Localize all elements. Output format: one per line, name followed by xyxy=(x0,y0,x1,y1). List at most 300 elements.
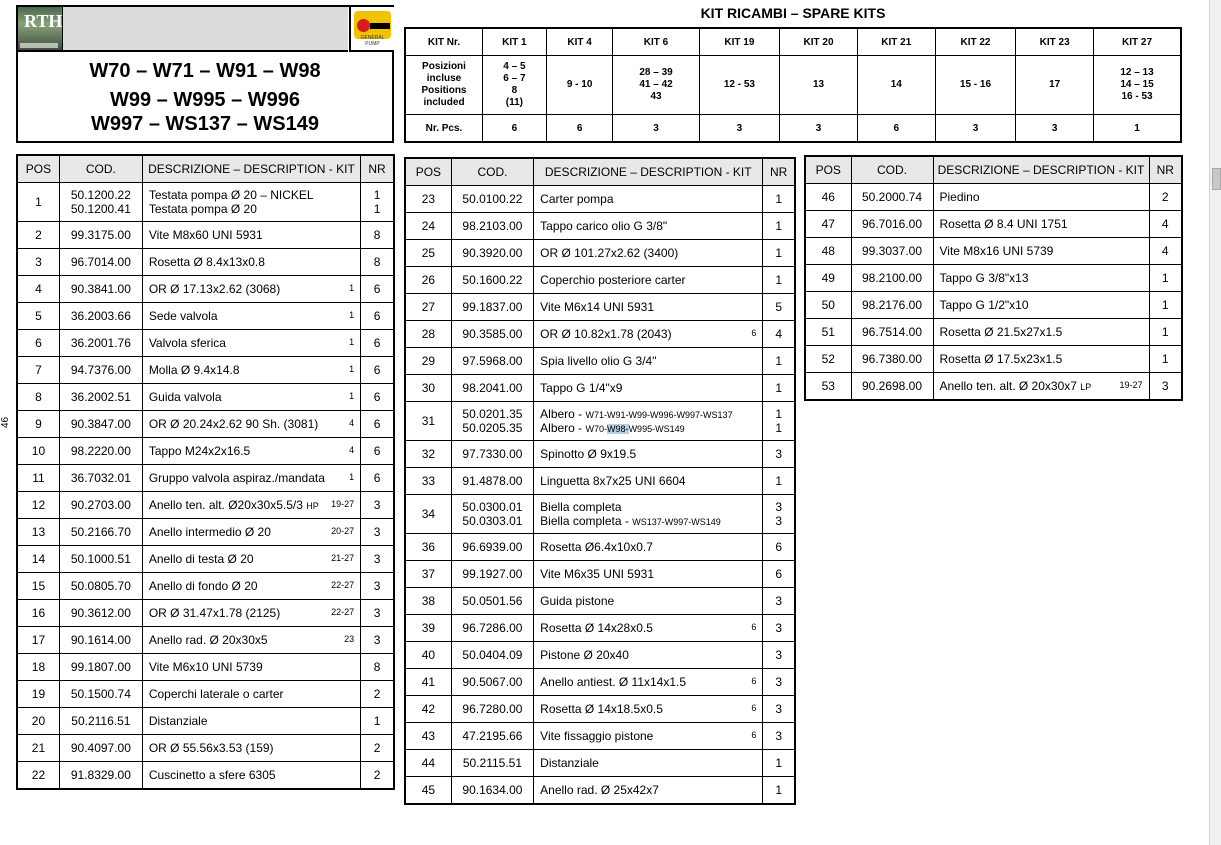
row-pos: 27 xyxy=(405,294,451,321)
row-quantity: 2 xyxy=(361,762,394,790)
row-quantity: 6 xyxy=(361,276,394,303)
pos-header: POS xyxy=(405,158,451,186)
row-description: OR Ø 20.24x2.62 90 Sh. (3081) 4 xyxy=(142,411,360,438)
kit-summary-table xyxy=(404,27,1182,143)
row-quantity: 1 xyxy=(763,777,795,805)
parts-table-1 xyxy=(16,154,395,790)
row-pos: 22 xyxy=(17,762,59,790)
row-quantity: 1 xyxy=(1149,346,1182,373)
title-banner xyxy=(63,7,348,52)
row-quantity: 6 xyxy=(361,303,394,330)
kit-name: KIT 6 xyxy=(613,28,699,56)
row-pos: 6 xyxy=(17,330,59,357)
kit-positions: 15 - 16 xyxy=(935,56,1016,115)
kit-name: KIT 1 xyxy=(483,28,547,56)
row-extra: LP xyxy=(1080,382,1092,392)
row-kit-ref: 1 xyxy=(349,391,355,401)
model-line-2: W99 – W995 – W996 xyxy=(109,89,301,111)
table-row xyxy=(17,708,394,735)
row-quantity: 2 xyxy=(1149,184,1182,211)
row-quantity: 4 xyxy=(1149,211,1182,238)
table-row xyxy=(17,330,394,357)
table-row xyxy=(405,375,795,402)
row-description: Distanziale xyxy=(534,750,763,777)
table-row xyxy=(17,411,394,438)
row-pos: 15 xyxy=(17,573,59,600)
row-pos: 53 xyxy=(805,373,851,401)
table-row xyxy=(405,213,795,240)
row-quantity: 1 xyxy=(763,375,795,402)
kit-positions: 12 - 53 xyxy=(699,56,780,115)
row-quantity: 3 xyxy=(361,492,394,519)
pos-header: POS xyxy=(17,155,59,183)
row-pos: 39 xyxy=(405,615,451,642)
table-header-row xyxy=(405,158,795,186)
row-code: 98.2100.00 xyxy=(851,265,933,292)
row-description: Guida valvola 1 xyxy=(142,384,360,411)
kit-name: KIT 19 xyxy=(699,28,780,56)
row-pos: 44 xyxy=(405,750,451,777)
row-code: 50.0805.70 xyxy=(59,573,142,600)
table-row xyxy=(405,441,795,468)
row-quantity: 1 xyxy=(763,213,795,240)
model-line-3: W997 – WS137 – WS149 xyxy=(91,113,319,135)
row-kit-ref: 6 xyxy=(751,676,757,686)
table-row xyxy=(805,292,1182,319)
kit-pcs: 3 xyxy=(613,115,699,143)
row-code: 90.4097.00 xyxy=(59,735,142,762)
row-kit-ref: 4 xyxy=(349,445,355,455)
row-description: Sede valvola 1 xyxy=(142,303,360,330)
kit-positions: 9 - 10 xyxy=(546,56,613,115)
row-pos: 1 xyxy=(17,183,59,222)
row-pos: 3 xyxy=(17,249,59,276)
row-code: 50.1500.74 xyxy=(59,681,142,708)
table-row xyxy=(405,468,795,495)
parts-table-2 xyxy=(404,157,796,805)
row-description: Tappo G 3/8"x13 xyxy=(933,265,1149,292)
row-description: Anello di fondo Ø 20 22-27 xyxy=(142,573,360,600)
row-kit-ref: 19-27 xyxy=(1119,380,1143,390)
row-quantity: 3 xyxy=(361,600,394,627)
row-pos: 9 xyxy=(17,411,59,438)
table-row xyxy=(17,546,394,573)
table-row xyxy=(405,669,795,696)
row-pos: 46 xyxy=(805,184,851,211)
table-row xyxy=(405,321,795,348)
pieces-label: Nr. Pcs. xyxy=(405,115,483,143)
row-code: 36.2002.51 xyxy=(59,384,142,411)
row-code: 90.3920.00 xyxy=(451,240,533,267)
model-line-1: W70 – W71 – W91 – W98 xyxy=(89,60,321,82)
row-description: Spinotto Ø 9x19.5 xyxy=(534,441,763,468)
kit-name: KIT 4 xyxy=(546,28,613,56)
row-description: Anello antiest. Ø 11x14x1.5 6 xyxy=(534,669,763,696)
row-description: Vite M8x60 UNI 5931 xyxy=(142,222,360,249)
kit-pcs: 3 xyxy=(1016,115,1094,143)
row-description: Anello intermedio Ø 20 20-27 xyxy=(142,519,360,546)
row-pos: 2 xyxy=(17,222,59,249)
row-quantity: 6 xyxy=(763,534,795,561)
kit-pcs: 6 xyxy=(857,115,935,143)
row-quantity: 1 xyxy=(1149,319,1182,346)
row-pos: 8 xyxy=(17,384,59,411)
row-description: Testata pompa Ø 20 – NICKEL Testata pompa Ø 20 xyxy=(142,183,360,222)
table-row xyxy=(805,373,1182,401)
table-row xyxy=(17,492,394,519)
row-description: Rosetta Ø 8.4x13x0.8 xyxy=(142,249,360,276)
row-code: 98.2041.00 xyxy=(451,375,533,402)
table-row xyxy=(17,222,394,249)
description-header: DESCRIZIONE – DESCRIPTION - KIT xyxy=(933,156,1149,184)
row-pos: 7 xyxy=(17,357,59,384)
row-quantity: 4 xyxy=(763,321,795,348)
row-kit-ref: 1 xyxy=(349,310,355,320)
kit-nr-label: KIT Nr. xyxy=(405,28,483,56)
pos-header: POS xyxy=(805,156,851,184)
row-description: Tappo M24x2x16.5 4 xyxy=(142,438,360,465)
row-kit-ref: 20-27 xyxy=(331,526,355,536)
table-row xyxy=(17,654,394,681)
row-pos: 50 xyxy=(805,292,851,319)
row-description: OR Ø 17.13x2.62 (3068) 1 xyxy=(142,276,360,303)
row-pos: 20 xyxy=(17,708,59,735)
row-kit-ref: 6 xyxy=(751,730,757,740)
row-code: 50.2166.70 xyxy=(59,519,142,546)
row-pos: 21 xyxy=(17,735,59,762)
row-code: 50.0201.35 50.0205.35 xyxy=(451,402,533,441)
row-description: Rosetta Ø 14x28x0.5 6 xyxy=(534,615,763,642)
row-pos: 36 xyxy=(405,534,451,561)
row-kit-ref: 1 xyxy=(349,364,355,374)
row-code: 91.4878.00 xyxy=(451,468,533,495)
row-kit-ref: 1 xyxy=(349,337,355,347)
row-pos: 23 xyxy=(405,186,451,213)
table-row xyxy=(405,642,795,669)
row-pos: 17 xyxy=(17,627,59,654)
row-pos: 5 xyxy=(17,303,59,330)
table-row xyxy=(405,267,795,294)
row-description: Coperchi laterale o carter xyxy=(142,681,360,708)
row-quantity: 1 xyxy=(763,750,795,777)
table-row xyxy=(405,294,795,321)
table-row xyxy=(17,249,394,276)
table-row xyxy=(805,265,1182,292)
cod-header: COD. xyxy=(451,158,533,186)
row-quantity: 3 xyxy=(763,723,795,750)
row-code: 91.8329.00 xyxy=(59,762,142,790)
kit-positions: 17 xyxy=(1016,56,1094,115)
cod-header: COD. xyxy=(59,155,142,183)
table-row xyxy=(17,438,394,465)
row-pos: 13 xyxy=(17,519,59,546)
row-code: 96.6939.00 xyxy=(451,534,533,561)
row-quantity: 1 xyxy=(763,186,795,213)
row-code: 50.0100.22 xyxy=(451,186,533,213)
scrollbar-thumb[interactable] xyxy=(1212,168,1221,190)
row-pos: 24 xyxy=(405,213,451,240)
table-row xyxy=(17,600,394,627)
row-quantity: 3 xyxy=(1149,373,1182,401)
row-pos: 4 xyxy=(17,276,59,303)
row-code: 36.7032.01 xyxy=(59,465,142,492)
row-description: Anello ten. alt. Ø20x30x5.5/3 HP 19-27 xyxy=(142,492,360,519)
row-pos: 10 xyxy=(17,438,59,465)
row-description: Linguetta 8x7x25 UNI 6604 xyxy=(534,468,763,495)
row-description: Rosetta Ø6.4x10x0.7 xyxy=(534,534,763,561)
row-code: 90.1614.00 xyxy=(59,627,142,654)
row-quantity: 1 xyxy=(763,267,795,294)
table-row xyxy=(405,723,795,750)
row-quantity: 3 xyxy=(763,441,795,468)
row-description: Coperchio posteriore carter xyxy=(534,267,763,294)
row-code: 50.0501.56 xyxy=(451,588,533,615)
row-description: Vite M6x35 UNI 5931 xyxy=(534,561,763,588)
row-description: Rosetta Ø 21.5x27x1.5 xyxy=(933,319,1149,346)
row-description: Valvola sferica 1 xyxy=(142,330,360,357)
table-row xyxy=(17,573,394,600)
kit-positions: 28 – 39 41 – 42 43 xyxy=(613,56,699,115)
row-pos: 48 xyxy=(805,238,851,265)
row-description: OR Ø 101.27x2.62 (3400) xyxy=(534,240,763,267)
table-row xyxy=(405,696,795,723)
description-header: DESCRIZIONE – DESCRIPTION - KIT xyxy=(142,155,360,183)
row-code: 96.7286.00 xyxy=(451,615,533,642)
table-row xyxy=(405,402,795,441)
row-code: 36.2001.76 xyxy=(59,330,142,357)
row-description: Carter pompa xyxy=(534,186,763,213)
row-description: Cuscinetto a sfere 6305 xyxy=(142,762,360,790)
row-pos: 47 xyxy=(805,211,851,238)
row-code: 50.2116.51 xyxy=(59,708,142,735)
row-description: Rosetta Ø 8.4 UNI 1751 xyxy=(933,211,1149,238)
row-pos: 28 xyxy=(405,321,451,348)
row-quantity: 6 xyxy=(361,384,394,411)
row-quantity: 3 xyxy=(763,696,795,723)
row-pos: 18 xyxy=(17,654,59,681)
row-description: Anello di testa Ø 20 21-27 xyxy=(142,546,360,573)
row-pos: 38 xyxy=(405,588,451,615)
row-code: 90.3847.00 xyxy=(59,411,142,438)
row-quantity: 5 xyxy=(763,294,795,321)
row-pos: 42 xyxy=(405,696,451,723)
row-code: 90.5067.00 xyxy=(451,669,533,696)
row-quantity: 1 xyxy=(763,468,795,495)
kit-name: KIT 21 xyxy=(857,28,935,56)
row-code: 50.0404.09 xyxy=(451,642,533,669)
row-code: 97.7330.00 xyxy=(451,441,533,468)
kit-pcs: 3 xyxy=(935,115,1016,143)
row-kit-ref: 1 xyxy=(349,472,355,482)
row-pos: 25 xyxy=(405,240,451,267)
row-description: Tappo carico olio G 3/8" xyxy=(534,213,763,240)
row-code: 47.2195.66 xyxy=(451,723,533,750)
parts-table-3 xyxy=(804,155,1183,401)
row-quantity: 3 xyxy=(361,519,394,546)
row-description: Anello ten. alt. Ø 20x30x7 LP 19-27 xyxy=(933,373,1149,401)
row-quantity: 3 xyxy=(763,615,795,642)
row-code: 50.1600.22 xyxy=(451,267,533,294)
kit-positions: 13 xyxy=(780,56,858,115)
table-row xyxy=(805,346,1182,373)
row-quantity: 6 xyxy=(361,438,394,465)
kit-positions-row xyxy=(405,56,1181,115)
table-row xyxy=(405,495,795,534)
row-pos: 11 xyxy=(17,465,59,492)
row-kit-ref: 1 xyxy=(349,283,355,293)
table-row xyxy=(405,588,795,615)
table-row xyxy=(17,183,394,222)
row-quantity: 6 xyxy=(361,357,394,384)
general-pump-logo xyxy=(349,7,394,52)
kit-pcs: 6 xyxy=(483,115,547,143)
row-pos: 12 xyxy=(17,492,59,519)
table-row xyxy=(405,240,795,267)
row-quantity: 6 xyxy=(361,411,394,438)
row-description: Vite fissaggio pistone 6 xyxy=(534,723,763,750)
kit-name: KIT 23 xyxy=(1016,28,1094,56)
row-quantity: 3 xyxy=(763,669,795,696)
row-description: Tappo G 1/2"x10 xyxy=(933,292,1149,319)
kit-pieces-row xyxy=(405,115,1181,143)
row-pos: 34 xyxy=(405,495,451,534)
row-description: Guida pistone xyxy=(534,588,763,615)
row-quantity: 4 xyxy=(1149,238,1182,265)
row-code: 99.1927.00 xyxy=(451,561,533,588)
row-extra: HP xyxy=(306,501,319,511)
row-pos: 37 xyxy=(405,561,451,588)
row-code: 90.2703.00 xyxy=(59,492,142,519)
row-pos: 16 xyxy=(17,600,59,627)
row-description: Piedino xyxy=(933,184,1149,211)
row-pos: 26 xyxy=(405,267,451,294)
row-code: 97.5968.00 xyxy=(451,348,533,375)
row-description: Pistone Ø 20x40 xyxy=(534,642,763,669)
row-pos: 49 xyxy=(805,265,851,292)
nr-header: NR xyxy=(361,155,394,183)
vertical-scrollbar[interactable] xyxy=(1209,0,1221,845)
row-quantity: 6 xyxy=(361,330,394,357)
row-kit-ref: 21-27 xyxy=(331,553,355,563)
row-quantity: 3 xyxy=(763,642,795,669)
row-pos: 43 xyxy=(405,723,451,750)
kit-section-title: KIT RICAMBI – SPARE KITS xyxy=(700,5,886,21)
table-row xyxy=(17,762,394,790)
table-row xyxy=(405,534,795,561)
table-row xyxy=(17,681,394,708)
table-row xyxy=(17,735,394,762)
row-description: OR Ø 31.47x1.78 (2125) 22-27 xyxy=(142,600,360,627)
company-logo-left xyxy=(18,7,64,52)
row-quantity: 8 xyxy=(361,222,394,249)
table-row xyxy=(17,465,394,492)
row-code: 96.7380.00 xyxy=(851,346,933,373)
row-pos: 52 xyxy=(805,346,851,373)
row-quantity: 8 xyxy=(361,249,394,276)
row-code: 50.1200.22 50.1200.41 xyxy=(59,183,142,222)
table-row xyxy=(17,519,394,546)
table-row xyxy=(405,777,795,805)
row-pos: 41 xyxy=(405,669,451,696)
row-pos: 30 xyxy=(405,375,451,402)
positions-label: Posizioni incluse Positions included xyxy=(405,56,483,115)
row-code: 50.1000.51 xyxy=(59,546,142,573)
table-row xyxy=(17,357,394,384)
kit-pcs: 1 xyxy=(1094,115,1181,143)
table-header-row xyxy=(17,155,394,183)
nr-header: NR xyxy=(763,158,795,186)
kit-positions: 14 xyxy=(857,56,935,115)
row-description: Vite M6x14 UNI 5931 xyxy=(534,294,763,321)
row-pos: 29 xyxy=(405,348,451,375)
row-quantity: 6 xyxy=(763,561,795,588)
row-description: Distanziale xyxy=(142,708,360,735)
row-description: Spia livello olio G 3/4" xyxy=(534,348,763,375)
row-kit-ref: 6 xyxy=(751,328,757,338)
row-pos: 14 xyxy=(17,546,59,573)
table-row xyxy=(805,319,1182,346)
row-pos: 45 xyxy=(405,777,451,805)
row-kit-ref: 23 xyxy=(344,634,355,644)
row-kit-ref: 6 xyxy=(751,622,757,632)
row-pos: 31 xyxy=(405,402,451,441)
row-description: Albero - W71-W91-W99-W996-W997-WS137 Albero - W70-W98-W995-WS149 xyxy=(534,402,763,441)
table-row xyxy=(805,238,1182,265)
row-description: Tappo G 1/4"x9 xyxy=(534,375,763,402)
row-description: Gruppo valvola aspiraz./mandata 1 xyxy=(142,465,360,492)
row-code: 98.2176.00 xyxy=(851,292,933,319)
row-quantity: 1 xyxy=(1149,292,1182,319)
row-quantity: 3 3 xyxy=(763,495,795,534)
row-code: 90.3612.00 xyxy=(59,600,142,627)
row-description: OR Ø 55.56x3.53 (159) xyxy=(142,735,360,762)
cod-header: COD. xyxy=(851,156,933,184)
row-quantity: 8 xyxy=(361,654,394,681)
row-quantity: 1 xyxy=(1149,265,1182,292)
kit-pcs: 3 xyxy=(699,115,780,143)
row-code: 94.7376.00 xyxy=(59,357,142,384)
table-row xyxy=(17,276,394,303)
row-code: 96.7514.00 xyxy=(851,319,933,346)
table-header-row xyxy=(805,156,1182,184)
row-description: Biella completa Biella completa - WS137-W997-WS149 xyxy=(534,495,763,534)
row-pos: 51 xyxy=(805,319,851,346)
kit-name: KIT 20 xyxy=(780,28,858,56)
row-code: 36.2003.66 xyxy=(59,303,142,330)
row-description: Molla Ø 9.4x14.8 1 xyxy=(142,357,360,384)
row-quantity: 1 xyxy=(763,348,795,375)
table-row xyxy=(17,303,394,330)
row-kit-ref: 4 xyxy=(349,418,355,428)
row-description: Vite M6x10 UNI 5739 xyxy=(142,654,360,681)
row-quantity: 1 xyxy=(763,240,795,267)
kit-pcs: 3 xyxy=(780,115,858,143)
row-code: 96.7014.00 xyxy=(59,249,142,276)
table-row xyxy=(805,184,1182,211)
row-code: 99.1807.00 xyxy=(59,654,142,681)
kit-name-row xyxy=(405,28,1181,56)
row-description: Anello rad. Ø 25x42x7 xyxy=(534,777,763,805)
kit-pcs: 6 xyxy=(546,115,613,143)
row-quantity: 3 xyxy=(361,627,394,654)
row-kit-ref: 22-27 xyxy=(331,580,355,590)
table-row xyxy=(17,384,394,411)
row-pos: 19 xyxy=(17,681,59,708)
kit-positions: 12 – 13 14 – 15 16 - 53 xyxy=(1094,56,1181,115)
row-quantity: 3 xyxy=(763,588,795,615)
row-code: 90.3585.00 xyxy=(451,321,533,348)
description-header: DESCRIZIONE – DESCRIPTION - KIT xyxy=(534,158,763,186)
